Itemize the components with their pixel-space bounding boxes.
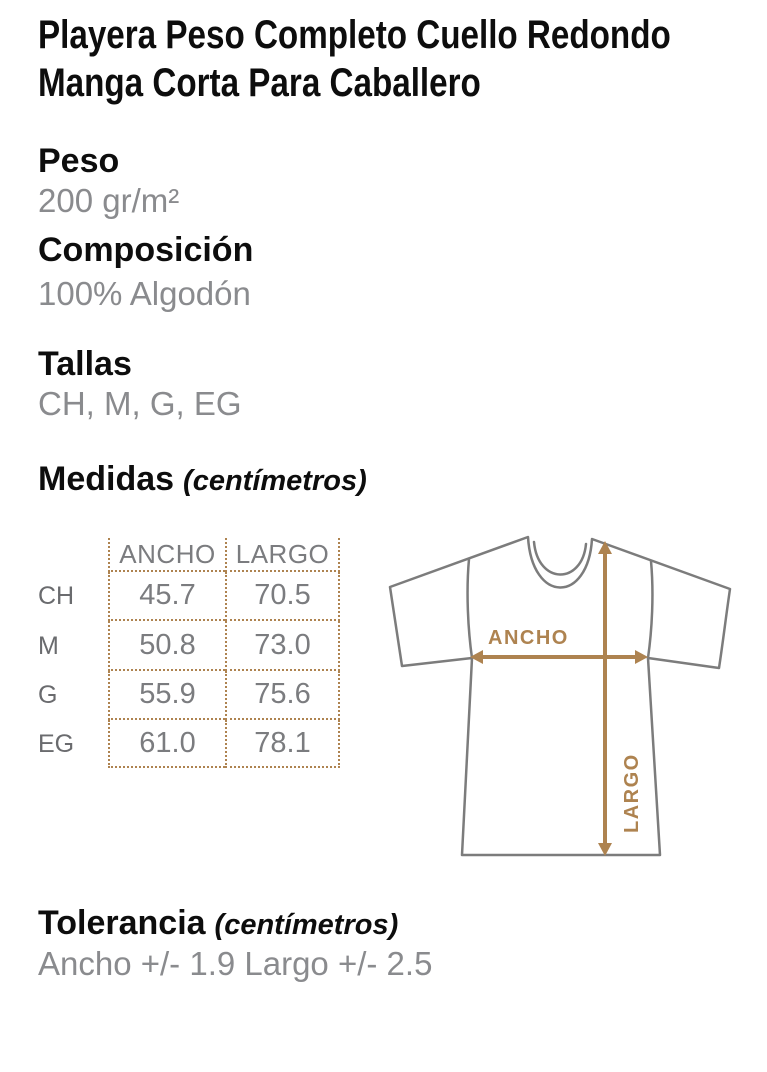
- medidas-heading: [38, 462, 367, 498]
- table-cell-m-largo: 73.0: [225, 621, 340, 671]
- tolerancia-heading: [38, 906, 398, 942]
- tshirt-outline: [390, 537, 730, 855]
- peso-heading: Peso: [38, 142, 120, 180]
- table-cell-g-ancho: 55.9: [108, 671, 225, 720]
- tolerancia-unit-note: (centímetros): [214, 909, 399, 941]
- table-row-label-m: M: [38, 631, 59, 660]
- table-row-label-eg: EG: [38, 729, 75, 758]
- table-corner-cell: [38, 538, 108, 572]
- diagram-ancho-label: ANCHO: [488, 627, 569, 649]
- diagram-largo-label: LARGO: [621, 753, 643, 833]
- table-cell-m-ancho: 50.8: [108, 621, 225, 671]
- table-cell-eg-ancho: 61.0: [108, 720, 225, 768]
- table-cell-ch-largo: 70.5: [225, 572, 340, 621]
- table-header-largo: LARGO: [225, 538, 340, 572]
- tshirt-diagram: [378, 530, 740, 862]
- table-header-ancho: ANCHO: [108, 538, 225, 572]
- product-title-line2: Manga Corta Para Caballero: [38, 61, 481, 105]
- peso-value: 200 gr/m²: [38, 182, 180, 219]
- tallas-heading: Tallas: [38, 345, 132, 383]
- tallas-value: CH, M, G, EG: [38, 385, 242, 422]
- composicion-heading: Composición: [38, 231, 254, 269]
- tolerancia-heading-text: Tolerancia: [38, 904, 206, 942]
- table-cell-ch-ancho: 45.7: [108, 572, 225, 621]
- product-title: [38, 11, 671, 107]
- table-cell-eg-largo: 78.1: [225, 720, 340, 768]
- medidas-heading-text: Medidas: [38, 460, 175, 498]
- table-row-label-ch: CH: [38, 582, 75, 610]
- medidas-unit-note: (centímetros): [183, 465, 367, 497]
- tolerancia-value: Ancho +/- 1.9 Largo +/- 2.5: [38, 945, 433, 982]
- table-cell-g-largo: 75.6: [225, 671, 340, 720]
- table-row-label-g: G: [38, 681, 58, 709]
- composicion-value: 100% Algodón: [38, 275, 251, 312]
- product-title-line1: Playera Peso Completo Cuello Redondo: [38, 13, 671, 57]
- medidas-table: [38, 538, 340, 768]
